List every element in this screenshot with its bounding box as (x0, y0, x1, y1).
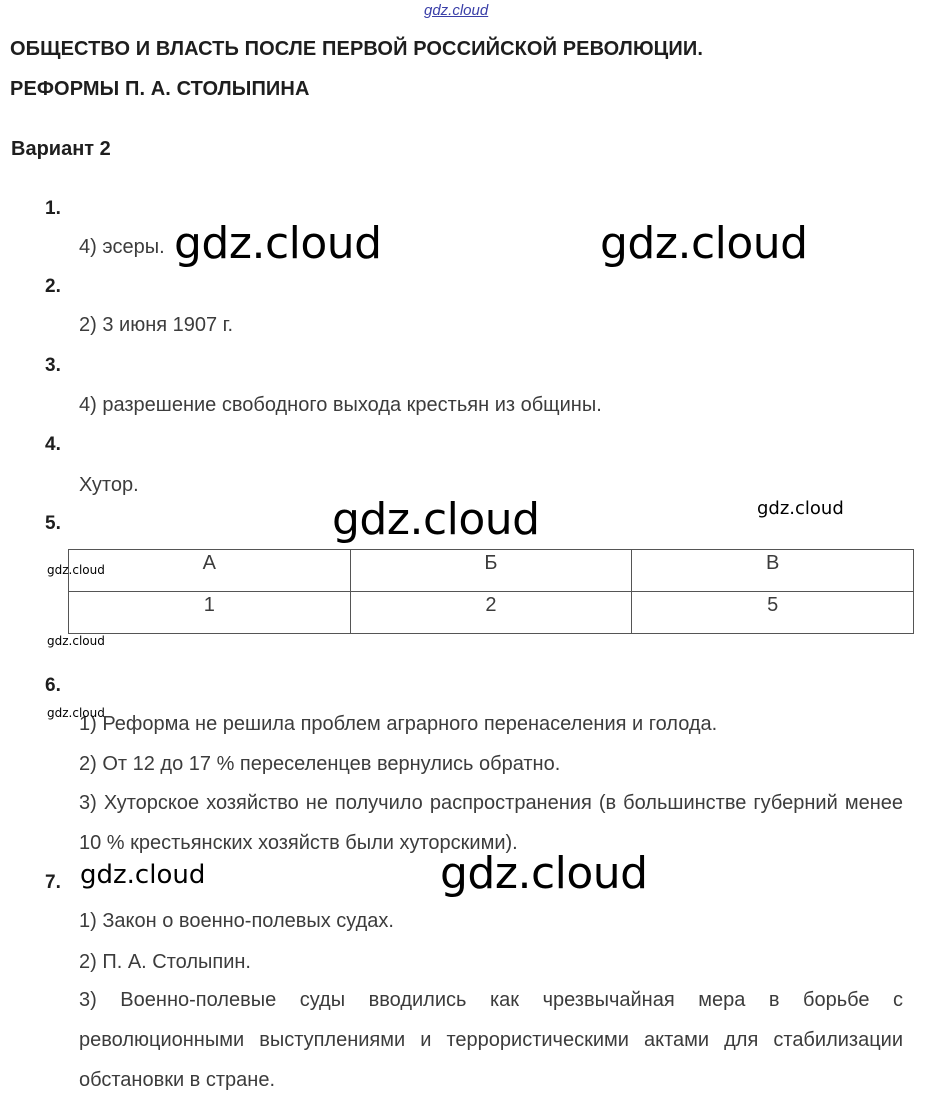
watermark-text: gdz.cloud (47, 634, 105, 648)
table-header-row (69, 550, 914, 592)
question-number-5: 5. (45, 513, 61, 534)
watermark-text: gdz.cloud (80, 860, 206, 890)
question-number-3: 3. (45, 355, 61, 376)
watermark-text: gdz.cloud (47, 563, 105, 577)
page-title-line-2: РЕФОРМЫ П. А. СТОЛЫПИНА (10, 78, 310, 100)
table-row (69, 592, 914, 634)
table-header-cell: А (69, 550, 351, 592)
answer-7-line-2: 2) П. А. Столыпин. (79, 951, 251, 973)
answer-6-line-2: 2) От 12 до 17 % переселенцев вернулись обратно. (79, 753, 561, 775)
answer-7-line-1: 1) Закон о военно-полевых судах. (79, 910, 394, 932)
question-number-7: 7. (45, 872, 61, 893)
watermark-text: gdz.cloud (47, 706, 105, 720)
answer-1: 4) эсеры. (79, 236, 165, 258)
table-cell: 1 (69, 592, 351, 634)
variant-heading: Вариант 2 (11, 138, 111, 160)
table-cell: 2 (350, 592, 632, 634)
question-number-4: 4. (45, 434, 61, 455)
watermark-text: gdz.cloud (757, 498, 844, 519)
answer-3: 4) разрешение свободного выхода крестьян из общины. (79, 394, 602, 416)
answer-2: 2) 3 июня 1907 г. (79, 314, 234, 336)
answer-6-line-3: 3) Хуторское хозяйство не получило распространения (в большинстве губерний менее 10 % крестьянских хозяйств были хуторскими). (79, 792, 903, 854)
watermark-text: gdz.cloud (174, 218, 382, 269)
table-header-cell: Б (350, 550, 632, 592)
watermark-text: gdz.cloud (600, 218, 808, 269)
answer-4: Хутор. (79, 474, 139, 496)
watermark-text: gdz.cloud (332, 494, 540, 545)
table-header-cell: В (632, 550, 914, 592)
question-number-6: 6. (45, 675, 61, 696)
watermark-text: gdz.cloud (440, 848, 648, 899)
table-cell: 5 (632, 592, 914, 634)
question-number-1: 1. (45, 198, 61, 219)
question-number-2: 2. (45, 276, 61, 297)
page-title-line-1: ОБЩЕСТВО И ВЛАСТЬ ПОСЛЕ ПЕРВОЙ РОССИЙСКОЙ РЕВОЛЮЦИИ. (10, 38, 703, 60)
top-watermark-link[interactable]: gdz.cloud (424, 2, 489, 19)
answer-7-line-3: 3) Военно-полевые суды вводились как чрезвычайная мера в борьбе с революционными выступлениями и террористическими актами для стабилизации обстановки в стране. (79, 989, 903, 1091)
answer-6-line-1: 1) Реформа не решила проблем аграрного перенаселения и голода. (79, 713, 718, 735)
answer-table-5 (68, 549, 914, 634)
